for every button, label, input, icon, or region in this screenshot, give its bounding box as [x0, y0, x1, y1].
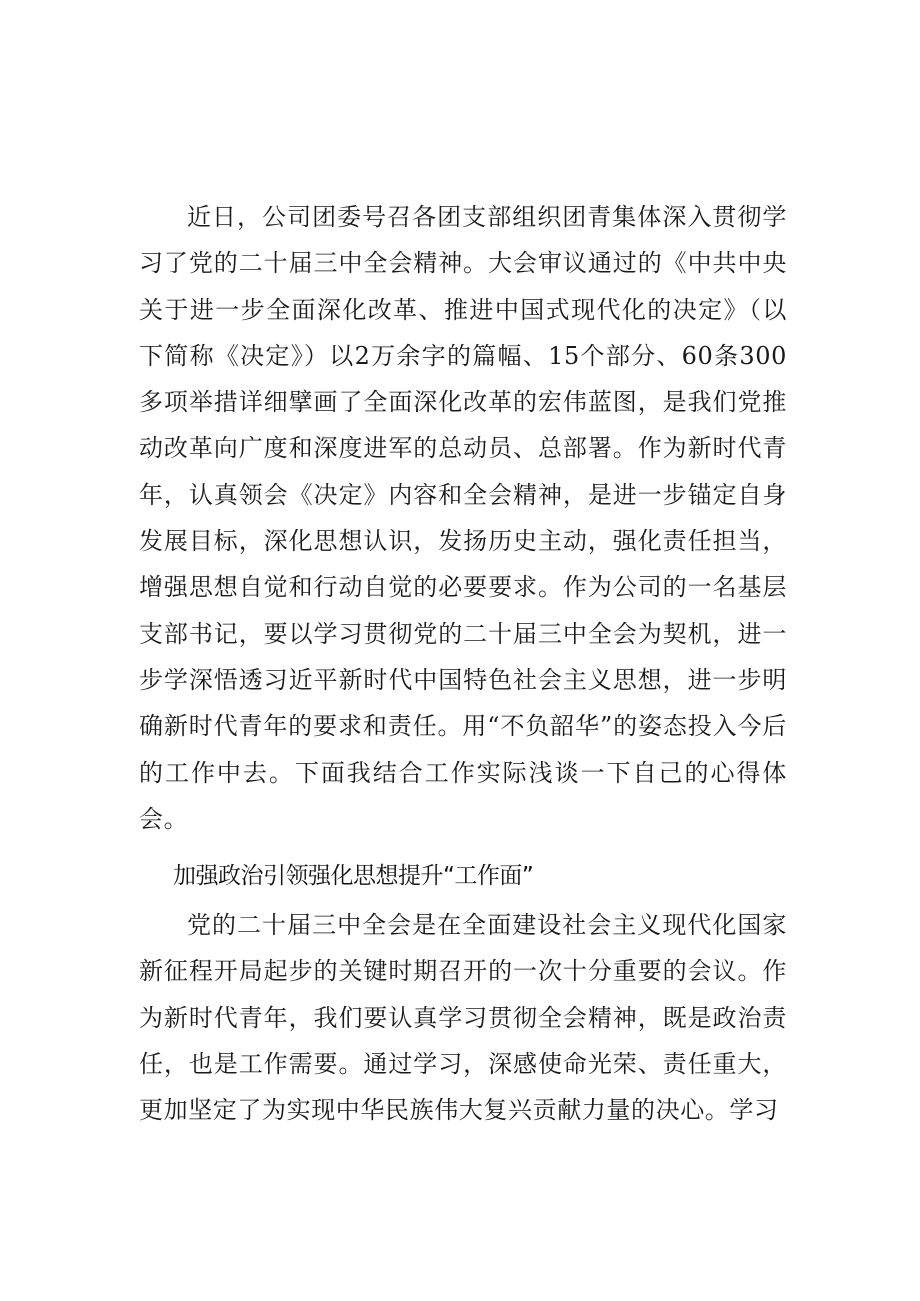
intro-paragraph: 近日，公司团委号召各团支部组织团青集体深入贯彻学习了党的二十届三中全会精神。大会审议通过的《中共中央关于进一步全面深化改革、推进中国式现代化的决定》（以下简称《决定》）以2万余字的篇幅、15个部分、60条300多项举措详细擘画了全面深化改革的宏伟蓝图，是我们党推动改革向广度和深度进军的总动员、总部署。作为新时代青年，认真领会《决定》内容和全会精神，是进一步锚定自身发展目标，深化思想认识，发扬历史主动，强化责任担当，增强思想自觉和行动自觉的必要要求。作为公司的一名基层支部书记，要以学习贯彻党的二十届三中全会为契机，进一步学深悟透习近平新时代中国特色社会主义思想，进一步明确新时代青年的要求和责任。用“不负韶华”的姿态投入今后的工作中去。下面我结合工作实际浅谈一下自己的心得体会。: [139, 203, 787, 833]
section-heading: 加强政治引领强化思想提升“工作面”: [173, 863, 534, 890]
section-paragraph: 党的二十届三中全会是在全面建设社会主义现代化国家新征程开局起步的关键时期召开的一次十分重要的会议。作为新时代青年，我们要认真学习贯彻全会精神，既是政治责任，也是工作需要。通过学习，深感使命光荣、责任重大，更加坚定了为实现中华民族伟大复兴贡献力量的决心。学习: [139, 911, 787, 1125]
document-body: [139, 194, 787, 1134]
